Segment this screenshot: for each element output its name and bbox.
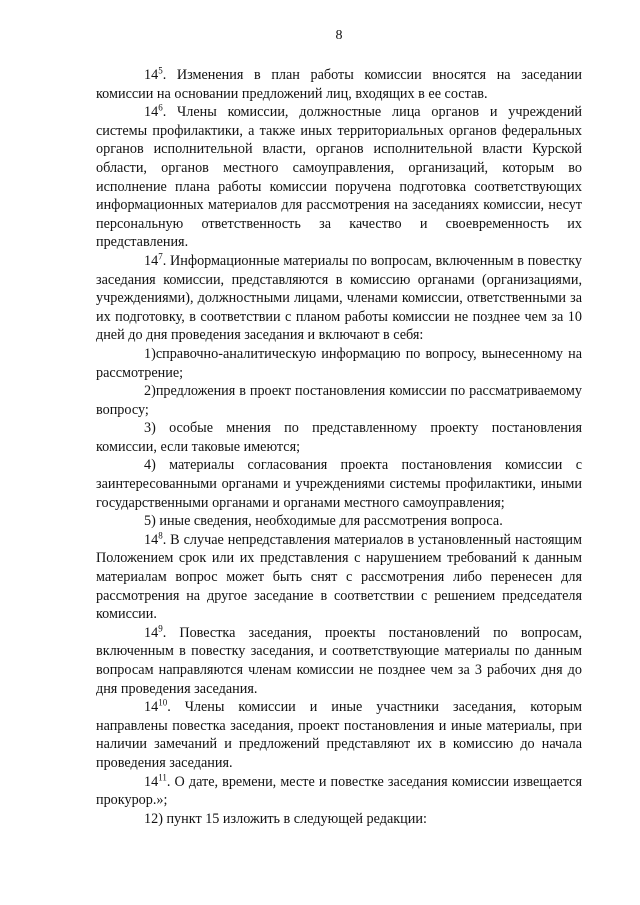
paragraph-text: 4) материалы согласования проекта постановления комиссии с заинтересованными органами и учреждениями системы профилактики, иными государственными органами и органами местного самоуправления; bbox=[96, 457, 582, 511]
clause-number: 14 bbox=[144, 252, 159, 269]
paragraph-14-9 bbox=[96, 624, 582, 698]
list-item-1 bbox=[96, 345, 582, 382]
page-number: 8 bbox=[335, 28, 343, 43]
list-item-2 bbox=[96, 382, 582, 419]
clause-superscript: 9 bbox=[158, 623, 163, 634]
paragraph-text: . Члены комиссии, должностные лица органов и учреждений системы профилактики, а также иных территориальных органов федеральных органов исполнительной власти, органов исполнительной власти Курской области, органов местного самоуправления, организаций, которым во исполнение плана работы комиссии поручена подготовка соответствующих информационных материалов для рассмотрения на заседаниях комиссии, несут персональную ответственность за качество и своевременность их представления. bbox=[96, 104, 582, 251]
paragraph-text: 5) иные сведения, необходимые для рассмотрения вопроса. bbox=[144, 513, 503, 530]
paragraph-text: 12) пункт 15 изложить в следующей редакции: bbox=[144, 810, 427, 827]
paragraph-text: . Повестка заседания, проекты постановлений по вопросам, включенным в повестку заседания, и соответствующие материалы по данным вопросам направляются членам комиссии не позднее чем за 3 рабочих дня до дня проведения заседания. bbox=[96, 624, 582, 697]
paragraph-14-8 bbox=[96, 531, 582, 624]
paragraph-text: 1)справочно-аналитическую информацию по вопросу, вынесенному на рассмотрение; bbox=[96, 345, 582, 381]
paragraph-14-5 bbox=[96, 66, 582, 103]
clause-number: 14 bbox=[144, 104, 159, 121]
paragraph-14-10 bbox=[96, 698, 582, 772]
paragraph-14-11 bbox=[96, 773, 582, 810]
clause-number: 14 bbox=[144, 67, 159, 83]
clause-number: 14 bbox=[144, 624, 159, 641]
amendment-item-12 bbox=[96, 810, 582, 829]
clause-superscript: 11 bbox=[158, 771, 167, 782]
paragraph-text: . Информационные материалы по вопросам, включенным в повестку заседания комиссии, представляются в комиссию органами (организациями, учреждениями), должностными лицами, членами комиссии, ответственными за их подготовку, в соответствии с планом работы комиссии не позднее чем за 10 дней до дня проведения заседания и включают в себя: bbox=[96, 252, 582, 344]
clause-superscript: 6 bbox=[158, 102, 163, 113]
paragraph-text: . О дате, времени, месте и повестке заседания комиссии извещается прокурор.»; bbox=[96, 773, 582, 809]
document-page bbox=[96, 28, 582, 828]
paragraph-text: 3) особые мнения по представленному проекту постановления комиссии, если таковые имеются; bbox=[96, 420, 582, 455]
clause-superscript: 7 bbox=[158, 251, 163, 262]
paragraph-text: 2)предложения в проект постановления комиссии по рассматриваемому вопросу; bbox=[96, 383, 582, 418]
clause-superscript: 8 bbox=[158, 530, 163, 541]
paragraph-text: . В случае непредставления материалов в установленный настоящим Положением срок или их представления с нарушением требований к данным материалам вопрос может быть снят с рассмотрения либо перенесен для рассмотрения на другое заседание в соответствии с решением председателя комиссии. bbox=[96, 531, 582, 623]
list-item-3 bbox=[96, 419, 582, 456]
clause-number: 14 bbox=[144, 531, 159, 548]
clause-superscript: 5 bbox=[158, 65, 163, 76]
list-item-5 bbox=[96, 512, 582, 531]
paragraph-14-6 bbox=[96, 103, 582, 252]
clause-number: 14 bbox=[144, 773, 159, 790]
clause-superscript: 10 bbox=[158, 697, 168, 708]
list-item-4 bbox=[96, 456, 582, 512]
paragraph-text: . Члены комиссии и иные участники заседания, которым направлены повестка заседания, проект постановления и иные материалы, при наличии замечаний и предложений представляют их в комиссию до начала проведения заседания. bbox=[96, 699, 582, 771]
paragraph-text: . Изменения в план работы комиссии вносятся на заседании комиссии на основании предложений лиц, входящих в ее состав. bbox=[96, 67, 582, 102]
paragraph-14-7 bbox=[96, 252, 582, 345]
clause-number: 14 bbox=[144, 699, 159, 716]
